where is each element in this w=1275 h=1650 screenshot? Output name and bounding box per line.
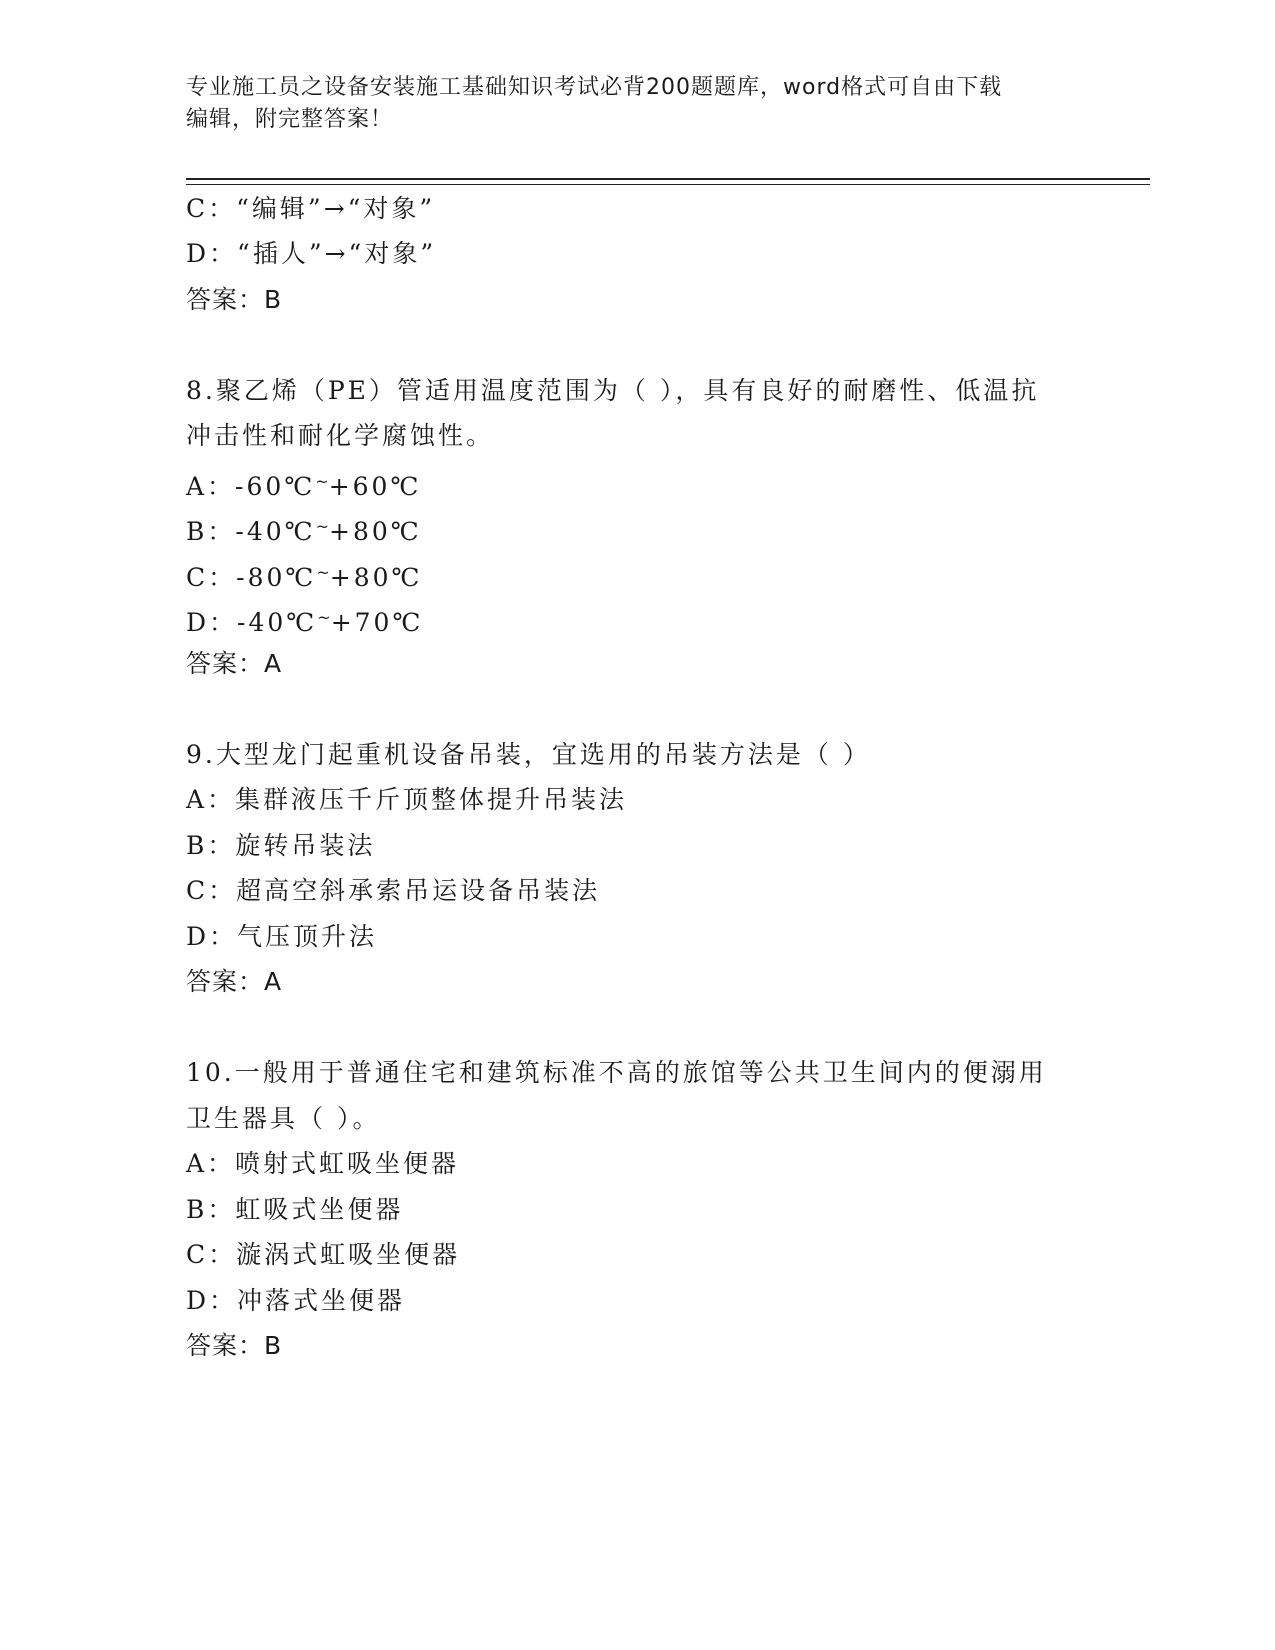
q8-option-b-from: B：-40℃ bbox=[186, 517, 316, 546]
q8-option-d bbox=[186, 601, 1086, 640]
q10-answer: 答案：B bbox=[186, 1331, 283, 1360]
q8-answer: 答案：A bbox=[186, 649, 283, 678]
q8-stem-line-2: 冲击性和耐化学腐蚀性。 bbox=[186, 421, 495, 450]
q8-option-d-to: +70℃ bbox=[330, 608, 424, 637]
q8-option-b-to: +80℃ bbox=[329, 517, 422, 546]
q9-option-a: A：集群液压千斤顶整体提升吊装法 bbox=[186, 785, 628, 814]
q8-option-c bbox=[186, 556, 1086, 595]
header-rule-thin bbox=[186, 184, 1150, 185]
q10-option-a: A：喷射式虹吸坐便器 bbox=[186, 1149, 460, 1178]
q8-option-a-from: A：-60℃ bbox=[186, 472, 316, 501]
q8-stem-line-1: 8.聚乙烯（PE）管适用温度范围为（ ），具有良好的耐磨性、低温抗 bbox=[186, 376, 1040, 405]
q8-option-a-to: +60℃ bbox=[328, 472, 422, 501]
q9-stem: 9.大型龙门起重机设备吊装，宜选用的吊装方法是（ ） bbox=[186, 740, 871, 769]
q10-option-d: D：冲落式坐便器 bbox=[186, 1286, 406, 1315]
q8-option-a bbox=[186, 465, 1086, 504]
q10-stem-line-1: 10.一般用于普通住宅和建筑标准不高的旅馆等公共卫生间内的便溺用 bbox=[186, 1058, 1047, 1087]
q9-option-b: B：旋转吊装法 bbox=[186, 831, 376, 860]
q8-option-d-tilde: ~ bbox=[317, 608, 331, 627]
q8-option-c-tilde: ~ bbox=[316, 563, 330, 582]
q8-option-c-to: +80℃ bbox=[329, 563, 423, 592]
document-header bbox=[186, 72, 1066, 136]
q8-option-b bbox=[186, 510, 1086, 549]
q10-option-b: B：虹吸式坐便器 bbox=[186, 1195, 404, 1224]
q10-option-c: C：漩涡式虹吸坐便器 bbox=[186, 1240, 461, 1269]
q8-option-c-from: C：-80℃ bbox=[186, 563, 317, 592]
q9-option-c: C：超高空斜承索吊运设备吊装法 bbox=[186, 876, 601, 905]
q7-option-d: D：“插人”→“对象” bbox=[186, 239, 437, 268]
header-rule-thick bbox=[186, 178, 1150, 180]
q9-option-d: D：气压顶升法 bbox=[186, 922, 378, 951]
q8-option-d-from: D：-40℃ bbox=[186, 608, 318, 637]
q8-option-a-tilde: ~ bbox=[315, 472, 329, 491]
q10-stem-line-2: 卫生器具（ ）。 bbox=[186, 1104, 381, 1133]
q9-answer: 答案：A bbox=[186, 967, 283, 996]
q8-option-b-tilde: ~ bbox=[315, 517, 330, 536]
header-title-line-2: 编辑，附完整答案！ bbox=[186, 107, 394, 132]
q7-answer: 答案：B bbox=[186, 285, 283, 314]
header-title-line-1: 专业施工员之设备安装施工基础知识考试必背200题题库，word格式可自由下载 bbox=[186, 75, 1003, 100]
q7-option-c: C：“编辑”→“对象” bbox=[186, 194, 436, 223]
